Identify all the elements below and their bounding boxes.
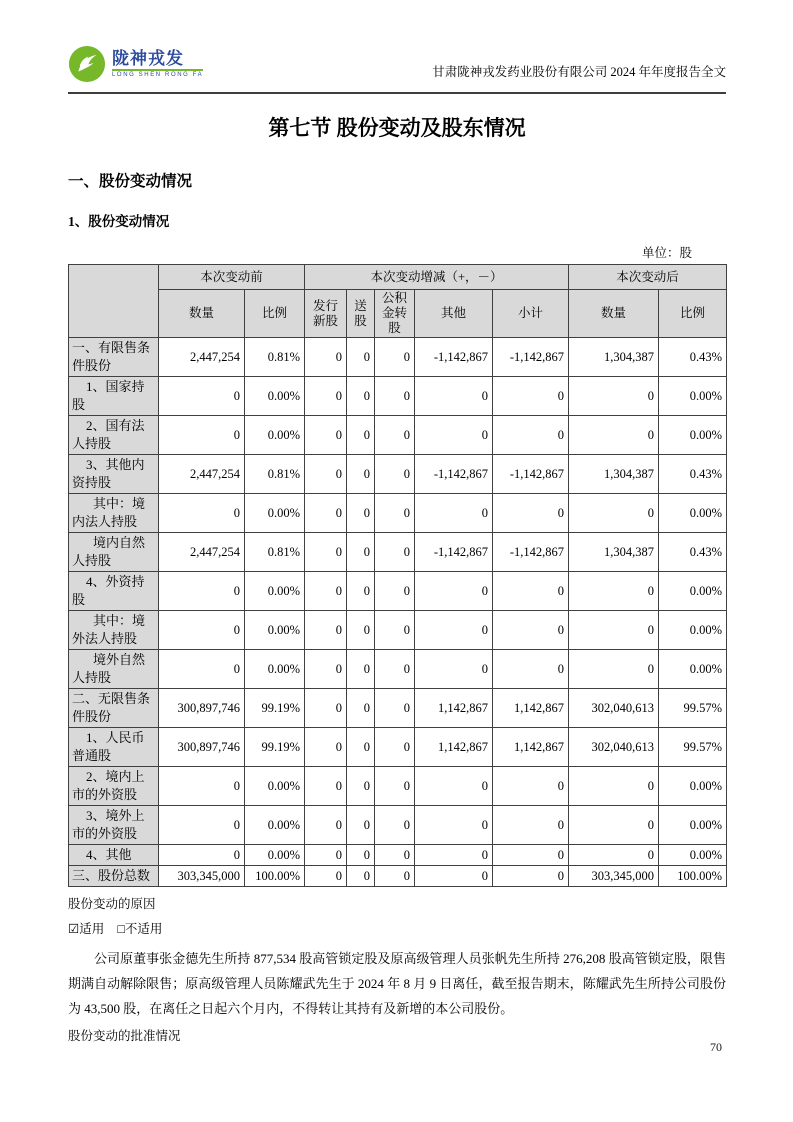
cell-value: 0 [569, 806, 659, 845]
cell-value: 0.43% [659, 533, 727, 572]
cell-value: 0 [415, 845, 493, 866]
table-row [69, 572, 727, 611]
row-label: 1、人民币普通股 [69, 728, 159, 767]
table-row [69, 728, 727, 767]
company-logo-icon [68, 45, 106, 83]
cell-value: 0 [493, 650, 569, 689]
row-label: 2、境内上市的外资股 [69, 767, 159, 806]
cell-value: 0 [415, 866, 493, 887]
cell-value: 0.81% [245, 533, 305, 572]
sub-header-new-issue: 发行新股 [305, 290, 347, 338]
table-row [69, 866, 727, 887]
cell-value: 0 [347, 416, 375, 455]
cell-value: 0 [375, 533, 415, 572]
cell-value: 0 [375, 845, 415, 866]
cell-value: 0 [347, 650, 375, 689]
heading-level1: 一、股份变动情况 [68, 173, 193, 190]
cell-value: 0 [569, 572, 659, 611]
table-row [69, 377, 727, 416]
cell-value: 0.00% [659, 611, 727, 650]
cell-value: 0 [305, 689, 347, 728]
cell-value: 0 [493, 377, 569, 416]
row-label: 三、股份总数 [69, 866, 159, 887]
cell-value: 0 [415, 572, 493, 611]
row-label: 2、国有法人持股 [69, 416, 159, 455]
cell-value: 0 [375, 494, 415, 533]
cell-value: 0 [159, 572, 245, 611]
cell-value: 2,447,254 [159, 533, 245, 572]
cell-value: 0 [493, 416, 569, 455]
cell-value: 0 [493, 611, 569, 650]
cell-value: 0 [375, 767, 415, 806]
cell-value: 2,447,254 [159, 455, 245, 494]
cell-value: 0.00% [245, 416, 305, 455]
cell-value: 0 [347, 866, 375, 887]
cell-value: 0.00% [245, 845, 305, 866]
cell-value: 1,142,867 [415, 728, 493, 767]
sub-header-qty-after: 数量 [569, 290, 659, 338]
cell-value: 0 [415, 767, 493, 806]
cell-value: -1,142,867 [493, 338, 569, 377]
cell-value: 0 [305, 572, 347, 611]
cell-value: 0 [305, 338, 347, 377]
cell-value: 1,304,387 [569, 455, 659, 494]
cell-value: 0.81% [245, 455, 305, 494]
cell-value: 0 [305, 416, 347, 455]
sub-header-pct-before: 比例 [245, 290, 305, 338]
cell-value: 0 [493, 845, 569, 866]
table-row [69, 455, 727, 494]
cell-value: 0.00% [659, 416, 727, 455]
cell-value: 0.00% [659, 377, 727, 416]
cell-value: 0 [305, 845, 347, 866]
cell-value: 99.19% [245, 728, 305, 767]
cell-value: 0 [375, 416, 415, 455]
cell-value: 0 [493, 806, 569, 845]
cell-value: 0 [569, 845, 659, 866]
cell-value: 302,040,613 [569, 728, 659, 767]
cell-value: 0 [347, 494, 375, 533]
document-header [68, 0, 726, 94]
cell-value: 99.57% [659, 728, 727, 767]
sub-header-qty-before: 数量 [159, 290, 245, 338]
table-corner-cell [69, 265, 159, 338]
row-label: 其中：境外法人持股 [69, 611, 159, 650]
sub-header-other: 其他 [415, 290, 493, 338]
cell-value: 0.43% [659, 455, 727, 494]
cell-value: 0.81% [245, 338, 305, 377]
cell-value: 0 [375, 611, 415, 650]
cell-value: 0.00% [659, 494, 727, 533]
cell-value: 0 [159, 377, 245, 416]
cell-value: 0 [493, 767, 569, 806]
row-label: 一、有限售条件股份 [69, 338, 159, 377]
cell-value: 0 [347, 338, 375, 377]
cell-value: 0 [375, 377, 415, 416]
logo-subtitle: LONG SHEN RONG FA [112, 72, 204, 78]
sub-header-subtotal: 小计 [493, 290, 569, 338]
cell-value: 0.00% [245, 377, 305, 416]
cell-value: 0 [305, 806, 347, 845]
cell-value: 0 [305, 377, 347, 416]
table-sub-header-row [69, 290, 727, 338]
cell-value: -1,142,867 [415, 533, 493, 572]
page-number: 70 [710, 1040, 722, 1054]
cell-value: 0 [347, 533, 375, 572]
heading-level2: 1、股份变动情况 [68, 214, 170, 229]
cell-value: 0 [305, 494, 347, 533]
cell-value: 0 [347, 806, 375, 845]
page-content [68, 0, 726, 1045]
row-label: 4、其他 [69, 845, 159, 866]
company-logo [68, 45, 203, 83]
cell-value: 0 [375, 866, 415, 887]
cell-value: 0 [305, 455, 347, 494]
cell-value: 1,142,867 [493, 728, 569, 767]
cell-value: 0 [415, 377, 493, 416]
cell-value: 1,304,387 [569, 533, 659, 572]
cell-value: 0 [347, 611, 375, 650]
col-group-after: 本次变动后 [569, 265, 727, 290]
col-group-before: 本次变动前 [159, 265, 305, 290]
table-row [69, 533, 727, 572]
table-row [69, 611, 727, 650]
cell-value: 100.00% [659, 866, 727, 887]
cell-value: 0.00% [659, 806, 727, 845]
cell-value: 0 [347, 728, 375, 767]
cell-value: 0 [569, 650, 659, 689]
cell-value: 303,345,000 [159, 866, 245, 887]
cell-value: 0 [493, 866, 569, 887]
table-group-header-row [69, 265, 727, 290]
cell-value: 0 [347, 455, 375, 494]
cell-value: 0 [415, 416, 493, 455]
cell-value: -1,142,867 [493, 533, 569, 572]
cell-value: 0.00% [245, 806, 305, 845]
cell-value: 0.00% [659, 650, 727, 689]
table-row [69, 338, 727, 377]
col-group-change: 本次变动增减（+，－） [305, 265, 569, 290]
cell-value: 0 [347, 572, 375, 611]
section-title: 第七节 股份变动及股东情况 [268, 116, 526, 140]
row-label: 境外自然人持股 [69, 650, 159, 689]
cell-value: 0 [347, 377, 375, 416]
cell-value: 0 [375, 689, 415, 728]
cell-value: 0 [347, 845, 375, 866]
row-label: 4、外资持股 [69, 572, 159, 611]
report-title: 甘肃陇神戎发药业股份有限公司 2024 年年度报告全文 [432, 65, 726, 79]
sub-header-pct-after: 比例 [659, 290, 727, 338]
cell-value: 0 [305, 728, 347, 767]
cell-value: 0 [375, 338, 415, 377]
table-row [69, 689, 727, 728]
cell-value: 2,447,254 [159, 338, 245, 377]
cell-value: 0 [347, 689, 375, 728]
share-change-table [68, 264, 727, 887]
cell-value: 99.19% [245, 689, 305, 728]
cell-value: 0.43% [659, 338, 727, 377]
cell-value: 0 [375, 455, 415, 494]
cell-value: 0 [415, 650, 493, 689]
reason-paragraph: 公司原董事张金德先生所持 877,534 股高管锁定股及原高级管理人员张帆先生所持 276,208 股高管锁定股，限售期满自动解除限售；原高级管理人员陈耀武先生于 2024 年 8 月 9 日离任，截至报告期末，陈耀武先生所持公司股份为 43,500 股，在离任之日起六个月内，不得转让其持有及新增的本公司股份。 [68, 951, 726, 1016]
cell-value: 0 [415, 806, 493, 845]
cell-value: 100.00% [245, 866, 305, 887]
cell-value: 0 [415, 494, 493, 533]
cell-value: 0 [493, 494, 569, 533]
table-row [69, 845, 727, 866]
row-label: 其中：境内法人持股 [69, 494, 159, 533]
table-row [69, 806, 727, 845]
unit-label: 单位：股 [641, 246, 692, 260]
cell-value: 0 [375, 572, 415, 611]
cell-value: 0 [569, 611, 659, 650]
cell-value: -1,142,867 [415, 455, 493, 494]
cell-value: 300,897,746 [159, 689, 245, 728]
cell-value: 0 [569, 494, 659, 533]
cell-value: 0 [569, 416, 659, 455]
cell-value: 0 [159, 416, 245, 455]
logo-text-block [112, 49, 203, 79]
cell-value: 0 [159, 650, 245, 689]
not-applicable-box: □不适用 [117, 922, 163, 936]
cell-value: 0.00% [245, 650, 305, 689]
row-label: 境内自然人持股 [69, 533, 159, 572]
cell-value: 300,897,746 [159, 728, 245, 767]
cell-value: 0 [415, 611, 493, 650]
logo-name: 陇神戎发 [112, 49, 184, 68]
cell-value: 0.00% [245, 611, 305, 650]
applicable-checked-box: ☑适用 [68, 922, 105, 936]
table-row [69, 767, 727, 806]
cell-value: 303,345,000 [569, 866, 659, 887]
cell-value: 0 [159, 611, 245, 650]
table-row [69, 494, 727, 533]
cell-value: 0 [159, 767, 245, 806]
cell-value: -1,142,867 [415, 338, 493, 377]
reason-title: 股份变动的原因 [68, 897, 156, 911]
cell-value: 0 [569, 377, 659, 416]
cell-value: 0 [375, 728, 415, 767]
cell-value: 0 [375, 650, 415, 689]
cell-value: 0 [305, 866, 347, 887]
cell-value: 0 [159, 845, 245, 866]
cell-value: -1,142,867 [493, 455, 569, 494]
cell-value: 1,142,867 [493, 689, 569, 728]
cell-value: 1,304,387 [569, 338, 659, 377]
row-label: 二、无限售条件股份 [69, 689, 159, 728]
cell-value: 0.00% [245, 494, 305, 533]
table-row [69, 416, 727, 455]
cell-value: 1,142,867 [415, 689, 493, 728]
cell-value: 0 [305, 611, 347, 650]
logo-divider [112, 69, 203, 71]
cell-value: 0.00% [659, 767, 727, 806]
row-label: 1、国家持股 [69, 377, 159, 416]
cell-value: 0.00% [245, 767, 305, 806]
cell-value: 0.00% [659, 845, 727, 866]
cell-value: 0 [305, 650, 347, 689]
cell-value: 0.00% [659, 572, 727, 611]
cell-value: 0 [305, 767, 347, 806]
share-table-body [69, 338, 727, 887]
cell-value: 0 [347, 767, 375, 806]
cell-value: 99.57% [659, 689, 727, 728]
cell-value: 0 [375, 806, 415, 845]
row-label: 3、其他内资持股 [69, 455, 159, 494]
table-row [69, 650, 727, 689]
row-label: 3、境外上市的外资股 [69, 806, 159, 845]
cell-value: 0 [305, 533, 347, 572]
sub-header-reserve-conversion: 公积金转股 [375, 290, 415, 338]
cell-value: 0 [493, 572, 569, 611]
cell-value: 0 [159, 806, 245, 845]
approval-title: 股份变动的批准情况 [68, 1029, 181, 1043]
applicable-line [68, 921, 726, 938]
cell-value: 0.00% [245, 572, 305, 611]
cell-value: 0 [569, 767, 659, 806]
sub-header-bonus-shares: 送股 [347, 290, 375, 338]
cell-value: 302,040,613 [569, 689, 659, 728]
cell-value: 0 [159, 494, 245, 533]
